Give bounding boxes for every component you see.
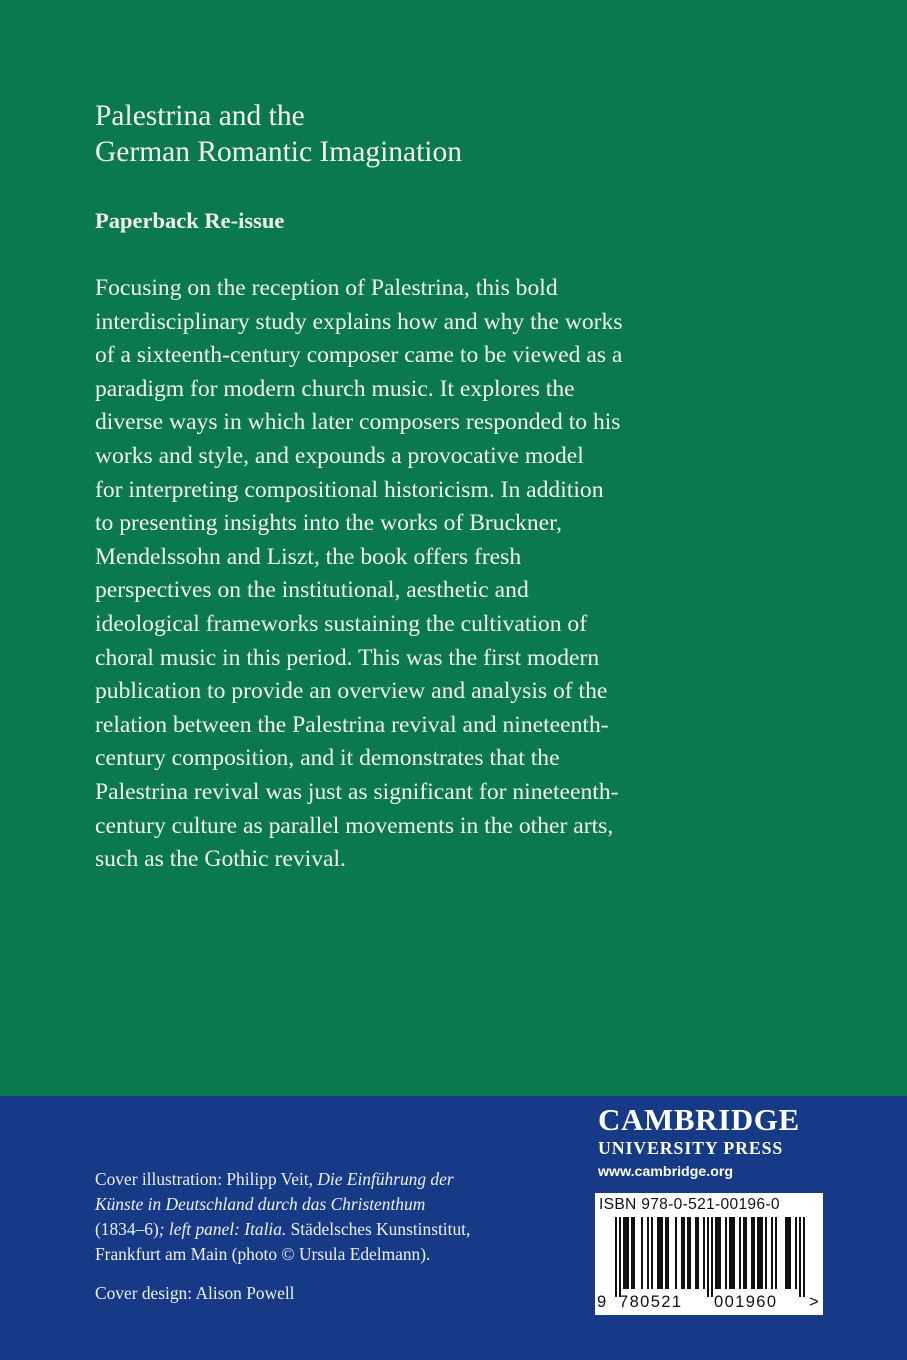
barcode-bar [787,1217,789,1289]
barcode-bar [689,1217,691,1289]
barcode-bar [799,1217,801,1297]
barcode-end-mark: > [809,1293,821,1311]
isbn-label: ISBN 978-0-521-00196-0 [599,1196,780,1213]
barcode-bar [775,1217,777,1289]
artwork-title: Die Einführung der [317,1169,454,1189]
barcode-bar [803,1217,805,1297]
blurb-line: century culture as parallel movements in the other arts, [95,812,614,839]
barcode-bar [743,1217,745,1289]
barcode-bar [623,1217,625,1289]
book-title [95,98,462,170]
publisher-url: www.cambridge.org [598,1164,734,1180]
barcode-bar [733,1217,735,1289]
barcode-bar [745,1217,747,1289]
isbn-barcode [595,1193,823,1315]
credit-text: Cover illustration: Philipp Veit, [95,1169,318,1189]
blurb-line: of a sixteenth-century composer came to be viewed as a [95,342,623,369]
blurb-line: ideological frameworks sustaining the cultivation of [95,610,588,637]
title-line-2: German Romantic Imagination [95,136,463,168]
cover-design-credit: Cover design: Alison Powell [95,1283,295,1303]
blurb-line: for interpreting compositional historicism. In addition [95,476,604,503]
barcode-bar [717,1217,719,1289]
barcode-bar [765,1217,767,1289]
panel-title: Italia. [244,1219,287,1239]
cover-illustration-credit [95,1167,575,1267]
barcode-bar [667,1217,669,1289]
blurb-line: century composition, and it demonstrates that the [95,745,560,772]
barcode-bar [703,1217,705,1289]
barcode-bar [675,1217,677,1289]
barcode-bar [751,1217,753,1289]
blurb-line: perspectives on the institutional, aesthetic and [95,577,529,604]
barcode-bar [753,1217,755,1289]
barcode-bar [711,1217,713,1297]
title-line-1: Palestrina and the [95,100,305,132]
edition-label: Paperback Re-issue [95,208,285,233]
barcode-bar [707,1217,709,1297]
credit-line-1 [95,1167,575,1192]
barcode-bar [729,1217,731,1289]
barcode-bar [731,1217,733,1289]
blurb-line: relation between the Palestrina revival and nineteenth- [95,711,609,738]
barcode-bar [739,1217,741,1289]
blurb-line: works and style, and expounds a provocative model [95,442,584,469]
barcode-bar [615,1217,617,1297]
barcode-bar [785,1217,787,1289]
blurb-line: Mendelssohn and Liszt, the book offers fresh [95,543,522,570]
barcode-bar [761,1217,763,1289]
barcode-bar [715,1217,717,1289]
blurb-line: Focusing on the reception of Palestrina, this bold [95,275,558,301]
barcode-bar [659,1217,661,1289]
blurb-line: paradigm for modern church music. It explores the [95,375,575,402]
barcode-bar [697,1217,699,1289]
barcode-bar [695,1217,697,1289]
book-blurb [95,272,655,877]
blurb-line: such as the Gothic revival. [95,846,346,873]
barcode-bar [759,1217,761,1289]
barcode-bar [651,1217,653,1289]
credit-line-3 [95,1217,575,1242]
barcode-bar [625,1217,627,1289]
barcode-bar [757,1217,759,1289]
barcode-bar [631,1217,633,1289]
barcode-bar [647,1217,649,1289]
barcode-bar [795,1217,797,1289]
barcode-bar [771,1217,773,1289]
barcode-bar [719,1217,721,1289]
credit-text: ; left panel: [158,1219,245,1239]
credit-line-4: Frankfurt am Main (photo © Ursula Edelmann). [95,1244,431,1264]
barcode-bar [657,1217,659,1289]
barcode-bars [603,1217,815,1299]
barcode-bar [683,1217,685,1289]
credit-text: Städelsches Kunstinstitut, [286,1219,471,1239]
barcode-right-digits: 001960 [714,1293,778,1311]
blurb-line: publication to provide an overview and analysis of the [95,678,608,705]
barcode-left-digits: 780521 [619,1293,683,1311]
publisher-logo [598,1103,824,1183]
barcode-bar [725,1217,727,1289]
blurb-line: to presenting insights into the works of Bruckner, [95,510,562,537]
barcode-bar [633,1217,635,1289]
artwork-title-cont: Künste in Deutschland durch das Christenthum [95,1194,426,1214]
barcode-bar [661,1217,663,1289]
publisher-name: CAMBRIDGE [598,1102,800,1137]
blurb-line: diverse ways in which later composers responded to his [95,409,621,436]
barcode-bar [681,1217,683,1289]
blurb-line: choral music in this period. This was the first modern [95,644,600,671]
barcode-digits [595,1291,823,1313]
barcode-bar [789,1217,791,1289]
barcode-bar [627,1217,629,1289]
barcode-bar [619,1217,621,1297]
blurb-line: Palestrina revival was just as significant for nineteenth- [95,778,619,805]
blurb-line: interdisciplinary study explains how and why the works [95,308,623,335]
barcode-bar [641,1217,643,1289]
publisher-subname: UNIVERSITY PRESS [598,1138,784,1158]
barcode-bar [665,1217,667,1289]
artwork-date: (1834–6) [95,1219,159,1239]
barcode-lead-digit: 9 [597,1293,608,1311]
barcode-bar [687,1217,689,1289]
credit-line-2 [95,1192,575,1217]
